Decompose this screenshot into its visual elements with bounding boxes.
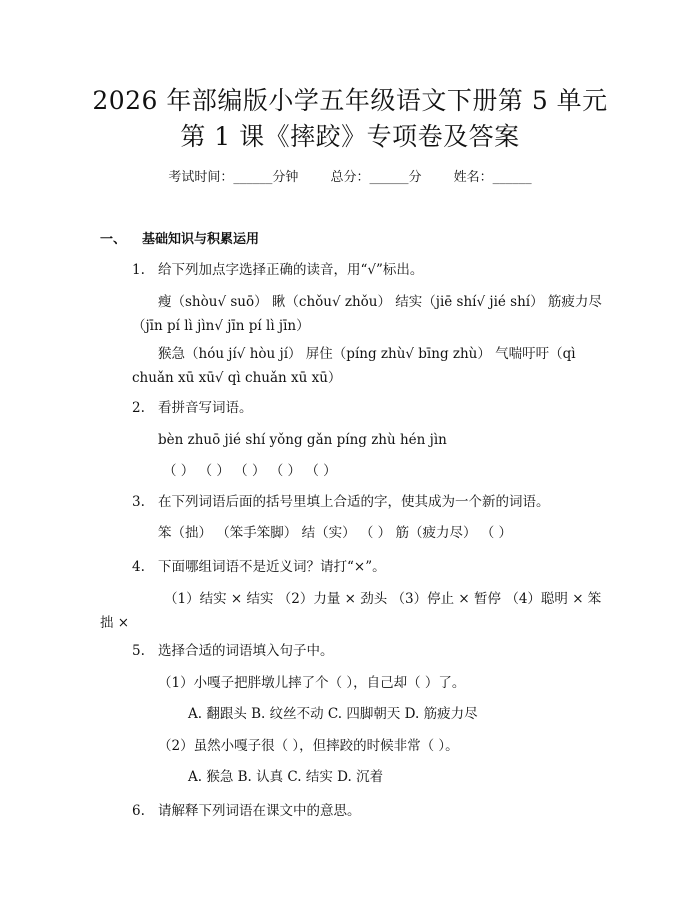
q5-sentence-1: （1）小嘎子把胖墩儿摔了个（ ），自己却（ ）了。 [158, 675, 466, 691]
question-number: 6. [132, 803, 145, 819]
question-1 [132, 259, 423, 281]
question-number: 3. [132, 494, 145, 510]
question-5 [132, 640, 334, 662]
exam-name: 姓名：______ [453, 170, 532, 185]
q2-pinyin: bèn zhuō jié shí yǒng gǎn píng zhù hén jìn [158, 432, 447, 448]
q1-line2: 猴急（hóu jí√ hòu jí） 屏住（píng zhù√ bīng zhù） 气喘吁吁（qì chuǎn xū xū√ qì chuǎn xū xū） [132, 346, 576, 386]
question-text: 请解释下列词语在课文中的意思。 [158, 803, 361, 819]
q3-line: 笨（拙） （笨手笨脚） 结（实） （ ） 筋（疲力尽） （ ） [158, 525, 513, 541]
question-text: 下面哪组词语不是近义词？请打“×”。 [158, 559, 386, 575]
question-number: 1. [132, 262, 145, 278]
q5-options-2: A. 猴急 B. 认真 C. 结实 D. 沉着 [188, 769, 384, 785]
question-3 [132, 491, 550, 513]
section-title: 基础知识与积累运用 [142, 232, 260, 247]
question-number: 4. [132, 559, 145, 575]
question-6 [132, 800, 361, 822]
question-number: 5. [132, 643, 145, 659]
q5-sentence-2: （2）虽然小嘎子很（ ），但摔跤的时候非常（ ）。 [158, 738, 459, 754]
question-text: 选择合适的词语填入句子中。 [158, 643, 334, 659]
exam-time: 考试时间：______分钟 [168, 170, 299, 185]
exam-meta [0, 168, 700, 188]
q5-options-1: A. 翻跟头 B. 纹丝不动 C. 四脚朝天 D. 筋疲力尽 [188, 706, 478, 722]
question-text: 在下列词语后面的括号里填上合适的字，使其成为一个新的词语。 [158, 494, 550, 510]
question-text: 看拼音写词语。 [158, 400, 253, 416]
q2-blanks: （ ） （ ） （ ） （ ） （ ） [163, 463, 337, 479]
question-number: 2. [132, 400, 145, 416]
document-title-line1: 2026 年部编版小学五年级语文下册第 5 单元 [92, 86, 608, 115]
document-title-line2: 第 1 课《摔跤》专项卷及答案 [180, 122, 520, 151]
section-number: 一、 [100, 232, 127, 247]
q1-line1: 瘦（shòu√ suō） 瞅（chǒu√ zhǒu） 结实（jiē shí√ jié shí） 筋疲力尽（jīn pí lì jìn√ jīn pí lì jīn） [132, 294, 602, 334]
section-heading [100, 228, 259, 247]
question-text: 给下列加点字选择正确的读音，用“√”标出。 [158, 262, 424, 278]
question-4 [132, 556, 386, 578]
q4-line: （1）结实 × 结实 （2）力量 × 劲头 （3）停止 × 暂停 （4）聪明 × 笨拙 × [100, 591, 602, 631]
exam-score: 总分：______分 [330, 170, 422, 185]
question-2 [132, 397, 253, 419]
